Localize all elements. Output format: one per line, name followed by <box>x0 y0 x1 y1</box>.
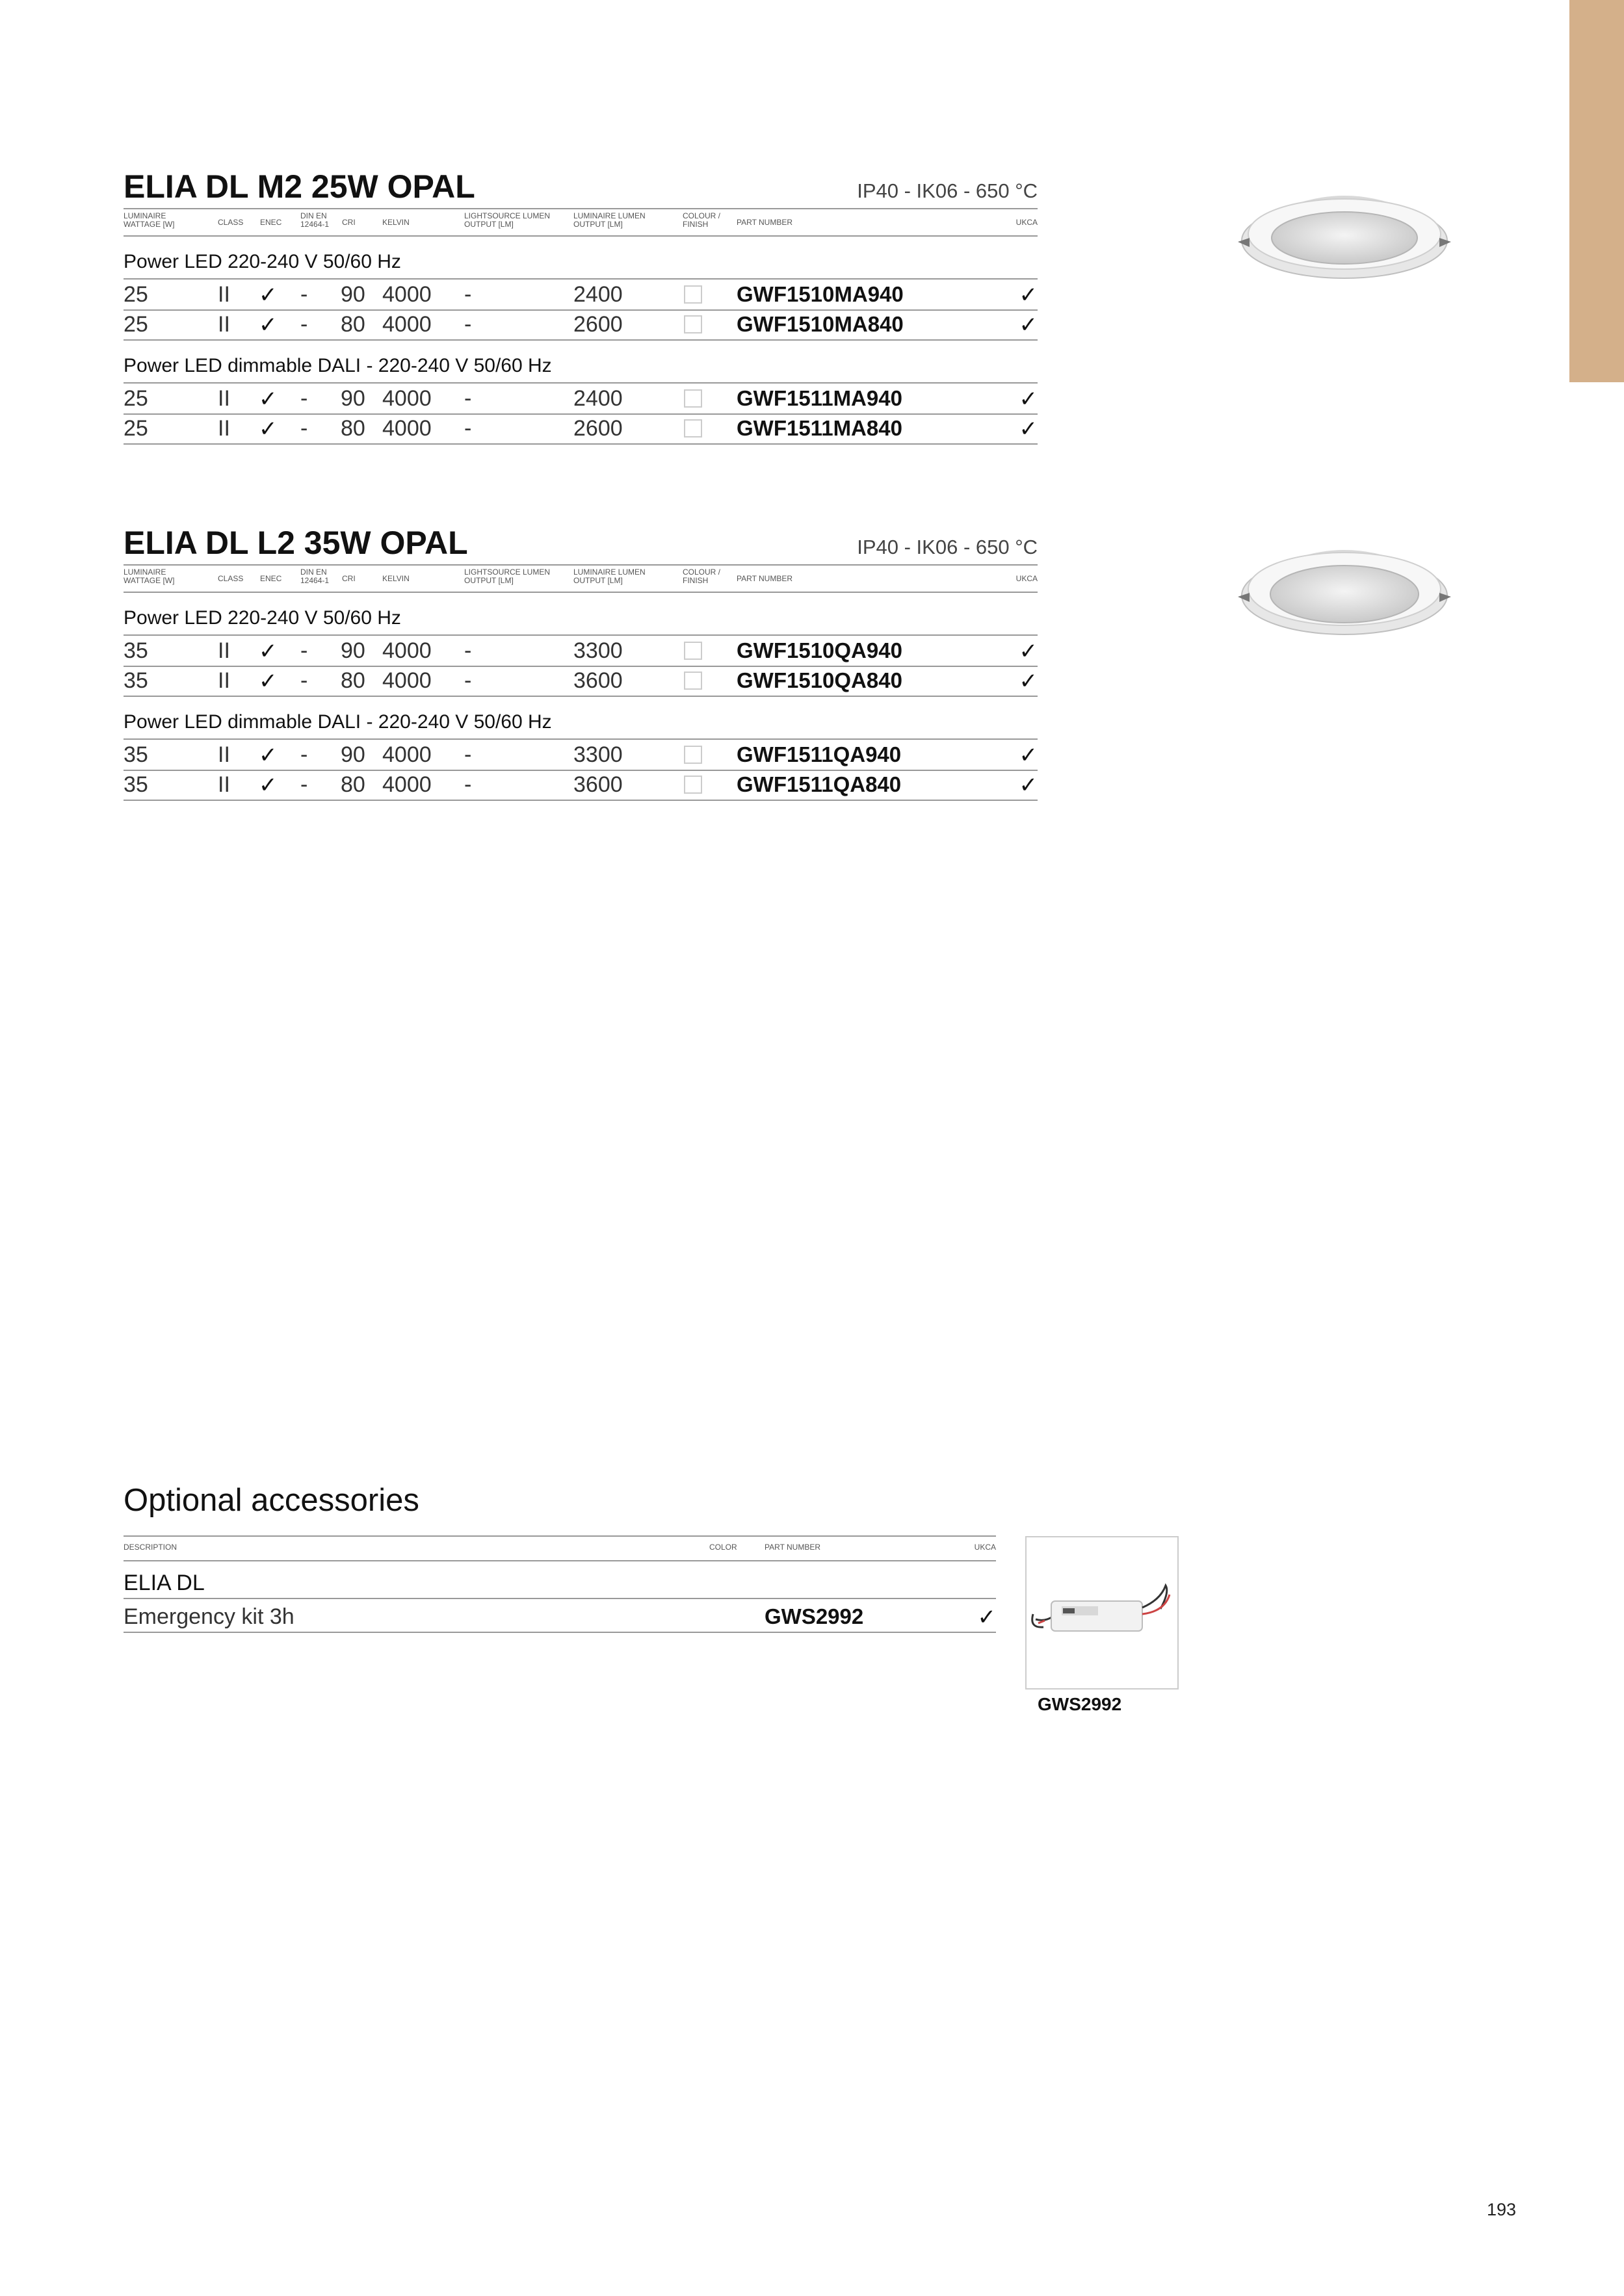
product-rating: IP40 - IK06 - 650 °C <box>857 536 1038 558</box>
cell-kelvin: 4000 <box>382 312 432 337</box>
part-number: GWF1511MA940 <box>737 386 902 410</box>
table-header <box>124 564 1038 593</box>
accessory-group-label: ELIA DL <box>124 1571 205 1595</box>
cell-wattage: 35 <box>124 668 148 693</box>
downlight-image <box>1235 528 1463 645</box>
table-row <box>124 309 1038 341</box>
header-enec: ENEC <box>260 574 282 583</box>
header-ukca: UKCA <box>974 1543 996 1552</box>
header-ukca: UKCA <box>1015 574 1038 583</box>
colour-swatch <box>684 672 702 690</box>
check-icon: ✓ <box>1019 773 1038 798</box>
cell-cri: 80 <box>341 416 365 441</box>
header-ukca: UKCA <box>1015 218 1038 227</box>
cell-lum-lumen: 2400 <box>573 386 623 411</box>
table-row <box>124 666 1038 697</box>
part-number: GWS2992 <box>765 1604 864 1628</box>
cell-lum-lumen: 2600 <box>573 416 623 441</box>
check-icon: ✓ <box>1019 669 1038 694</box>
cell-kelvin: 4000 <box>382 772 432 797</box>
table-row <box>124 382 1038 415</box>
check-icon: ✓ <box>259 743 278 768</box>
table-row <box>124 770 1038 801</box>
header-ls-lumen: LIGHTSOURCE LUMEN OUTPUT [LM] <box>464 211 551 229</box>
header-kelvin: KELVIN <box>382 218 410 227</box>
header-enec: ENEC <box>260 218 282 227</box>
emergency-kit-image <box>1027 1537 1177 1688</box>
accessories-title: Optional accessories <box>124 1483 419 1518</box>
cell-kelvin: 4000 <box>382 742 432 767</box>
cell-din: - <box>300 772 308 797</box>
cell-cri: 90 <box>341 282 365 307</box>
cell-kelvin: 4000 <box>382 386 432 411</box>
colour-swatch <box>684 419 702 437</box>
page-number: 193 <box>1487 2200 1517 2219</box>
cell-wattage: 35 <box>124 638 148 663</box>
cell-lum-lumen: 2600 <box>573 312 623 337</box>
colour-swatch <box>684 285 702 304</box>
table-row <box>124 278 1038 311</box>
header-class: CLASS <box>218 574 244 583</box>
header-ls-lumen: LIGHTSOURCE LUMEN OUTPUT [LM] <box>464 567 551 585</box>
cell-din: - <box>300 742 308 767</box>
group-label: Power LED dimmable DALI - 220-240 V 50/60 Hz <box>124 711 552 733</box>
cell-ls-lumen: - <box>464 742 472 767</box>
cell-cri: 90 <box>341 386 365 411</box>
check-icon: ✓ <box>1019 417 1038 441</box>
cell-class: II <box>218 772 230 797</box>
check-icon: ✓ <box>259 417 278 441</box>
table-row <box>124 738 1038 771</box>
group-label: Power LED 220-240 V 50/60 Hz <box>124 251 401 272</box>
product-title: ELIA DL L2 35W OPAL <box>124 525 468 561</box>
accessory-caption: GWS2992 <box>1038 1694 1122 1714</box>
cell-class: II <box>218 282 230 307</box>
check-icon: ✓ <box>259 283 278 307</box>
cell-lum-lumen: 3300 <box>573 638 623 663</box>
header-color: COLOR <box>709 1543 737 1552</box>
cell-din: - <box>300 638 308 663</box>
group-label: Power LED dimmable DALI - 220-240 V 50/60 Hz <box>124 355 552 376</box>
section-tab <box>1569 0 1624 382</box>
cell-ls-lumen: - <box>464 638 472 663</box>
cell-din: - <box>300 312 308 337</box>
check-icon: ✓ <box>259 387 278 411</box>
cell-wattage: 35 <box>124 772 148 797</box>
product-rating: IP40 - IK06 - 650 °C <box>857 179 1038 202</box>
header-cri: CRI <box>342 574 356 583</box>
part-number: GWF1510QA940 <box>737 638 902 662</box>
cell-ls-lumen: - <box>464 282 472 307</box>
product-block <box>124 524 1038 803</box>
cell-class: II <box>218 742 230 767</box>
header-din: DIN EN 12464-1 <box>300 211 330 229</box>
cell-lum-lumen: 3600 <box>573 668 623 693</box>
cell-lum-lumen: 3600 <box>573 772 623 797</box>
table-header <box>124 208 1038 237</box>
check-icon: ✓ <box>259 669 278 694</box>
cell-ls-lumen: - <box>464 312 472 337</box>
cell-wattage: 25 <box>124 282 148 307</box>
product-title: ELIA DL M2 25W OPAL <box>124 168 475 205</box>
check-icon: ✓ <box>1019 639 1038 664</box>
colour-swatch <box>684 746 702 764</box>
check-icon: ✓ <box>1019 743 1038 768</box>
cell-cri: 80 <box>341 668 365 693</box>
cell-ls-lumen: - <box>464 386 472 411</box>
part-number: GWF1510MA940 <box>737 282 904 306</box>
downlight-image <box>1235 170 1463 287</box>
table-row <box>124 634 1038 667</box>
cell-ls-lumen: - <box>464 668 472 693</box>
cell-din: - <box>300 386 308 411</box>
cell-kelvin: 4000 <box>382 282 432 307</box>
header-description: DESCRIPTION <box>124 1543 177 1552</box>
cell-wattage: 35 <box>124 742 148 767</box>
cell-class: II <box>218 416 230 441</box>
cell-ls-lumen: - <box>464 772 472 797</box>
cell-kelvin: 4000 <box>382 668 432 693</box>
cell-wattage: 25 <box>124 416 148 441</box>
product-block <box>124 168 1038 447</box>
cell-class: II <box>218 386 230 411</box>
check-icon: ✓ <box>1019 283 1038 307</box>
header-class: CLASS <box>218 218 244 227</box>
cell-kelvin: 4000 <box>382 416 432 441</box>
table-row <box>124 1598 996 1633</box>
header-kelvin: KELVIN <box>382 574 410 583</box>
check-icon: ✓ <box>259 639 278 664</box>
part-number: GWF1510QA840 <box>737 668 902 692</box>
cell-class: II <box>218 668 230 693</box>
cell-ls-lumen: - <box>464 416 472 441</box>
header-part-number: PART NUMBER <box>765 1543 821 1552</box>
cell-kelvin: 4000 <box>382 638 432 663</box>
part-number: GWF1511MA840 <box>737 416 902 440</box>
colour-swatch <box>684 642 702 660</box>
header-din: DIN EN 12464-1 <box>300 567 330 585</box>
header-lum-lumen: LUMINAIRE LUMEN OUTPUT [LM] <box>573 211 646 229</box>
header-colour: COLOUR / FINISH <box>683 567 721 585</box>
colour-swatch <box>684 389 702 408</box>
accessory-description: Emergency kit 3h <box>124 1604 295 1629</box>
cell-din: - <box>300 416 308 441</box>
cell-din: - <box>300 282 308 307</box>
colour-swatch <box>684 315 702 333</box>
cell-cri: 80 <box>341 312 365 337</box>
header-lum-lumen: LUMINAIRE LUMEN OUTPUT [LM] <box>573 567 646 585</box>
cell-class: II <box>218 312 230 337</box>
part-number: GWF1511QA940 <box>737 742 902 766</box>
part-number: GWF1510MA840 <box>737 312 904 336</box>
check-icon: ✓ <box>259 773 278 798</box>
table-row <box>124 413 1038 445</box>
cell-wattage: 25 <box>124 312 148 337</box>
cell-cri: 90 <box>341 742 365 767</box>
header-wattage: LUMINAIRE WATTAGE [W] <box>124 211 175 229</box>
cell-class: II <box>218 638 230 663</box>
accessories-header <box>124 1535 996 1561</box>
header-wattage: LUMINAIRE WATTAGE [W] <box>124 567 175 585</box>
check-icon: ✓ <box>1019 387 1038 411</box>
header-colour: COLOUR / FINISH <box>683 211 721 229</box>
group-label: Power LED 220-240 V 50/60 Hz <box>124 607 401 629</box>
check-icon: ✓ <box>977 1605 996 1630</box>
cell-wattage: 25 <box>124 386 148 411</box>
cell-cri: 80 <box>341 772 365 797</box>
check-icon: ✓ <box>259 313 278 337</box>
cell-cri: 90 <box>341 638 365 663</box>
header-part-number: PART NUMBER <box>737 574 793 583</box>
header-cri: CRI <box>342 218 356 227</box>
cell-lum-lumen: 2400 <box>573 282 623 307</box>
cell-lum-lumen: 3300 <box>573 742 623 767</box>
cell-din: - <box>300 668 308 693</box>
header-part-number: PART NUMBER <box>737 218 793 227</box>
colour-swatch <box>684 776 702 794</box>
check-icon: ✓ <box>1019 313 1038 337</box>
part-number: GWF1511QA840 <box>737 772 902 796</box>
accessory-image-frame <box>1025 1536 1179 1689</box>
